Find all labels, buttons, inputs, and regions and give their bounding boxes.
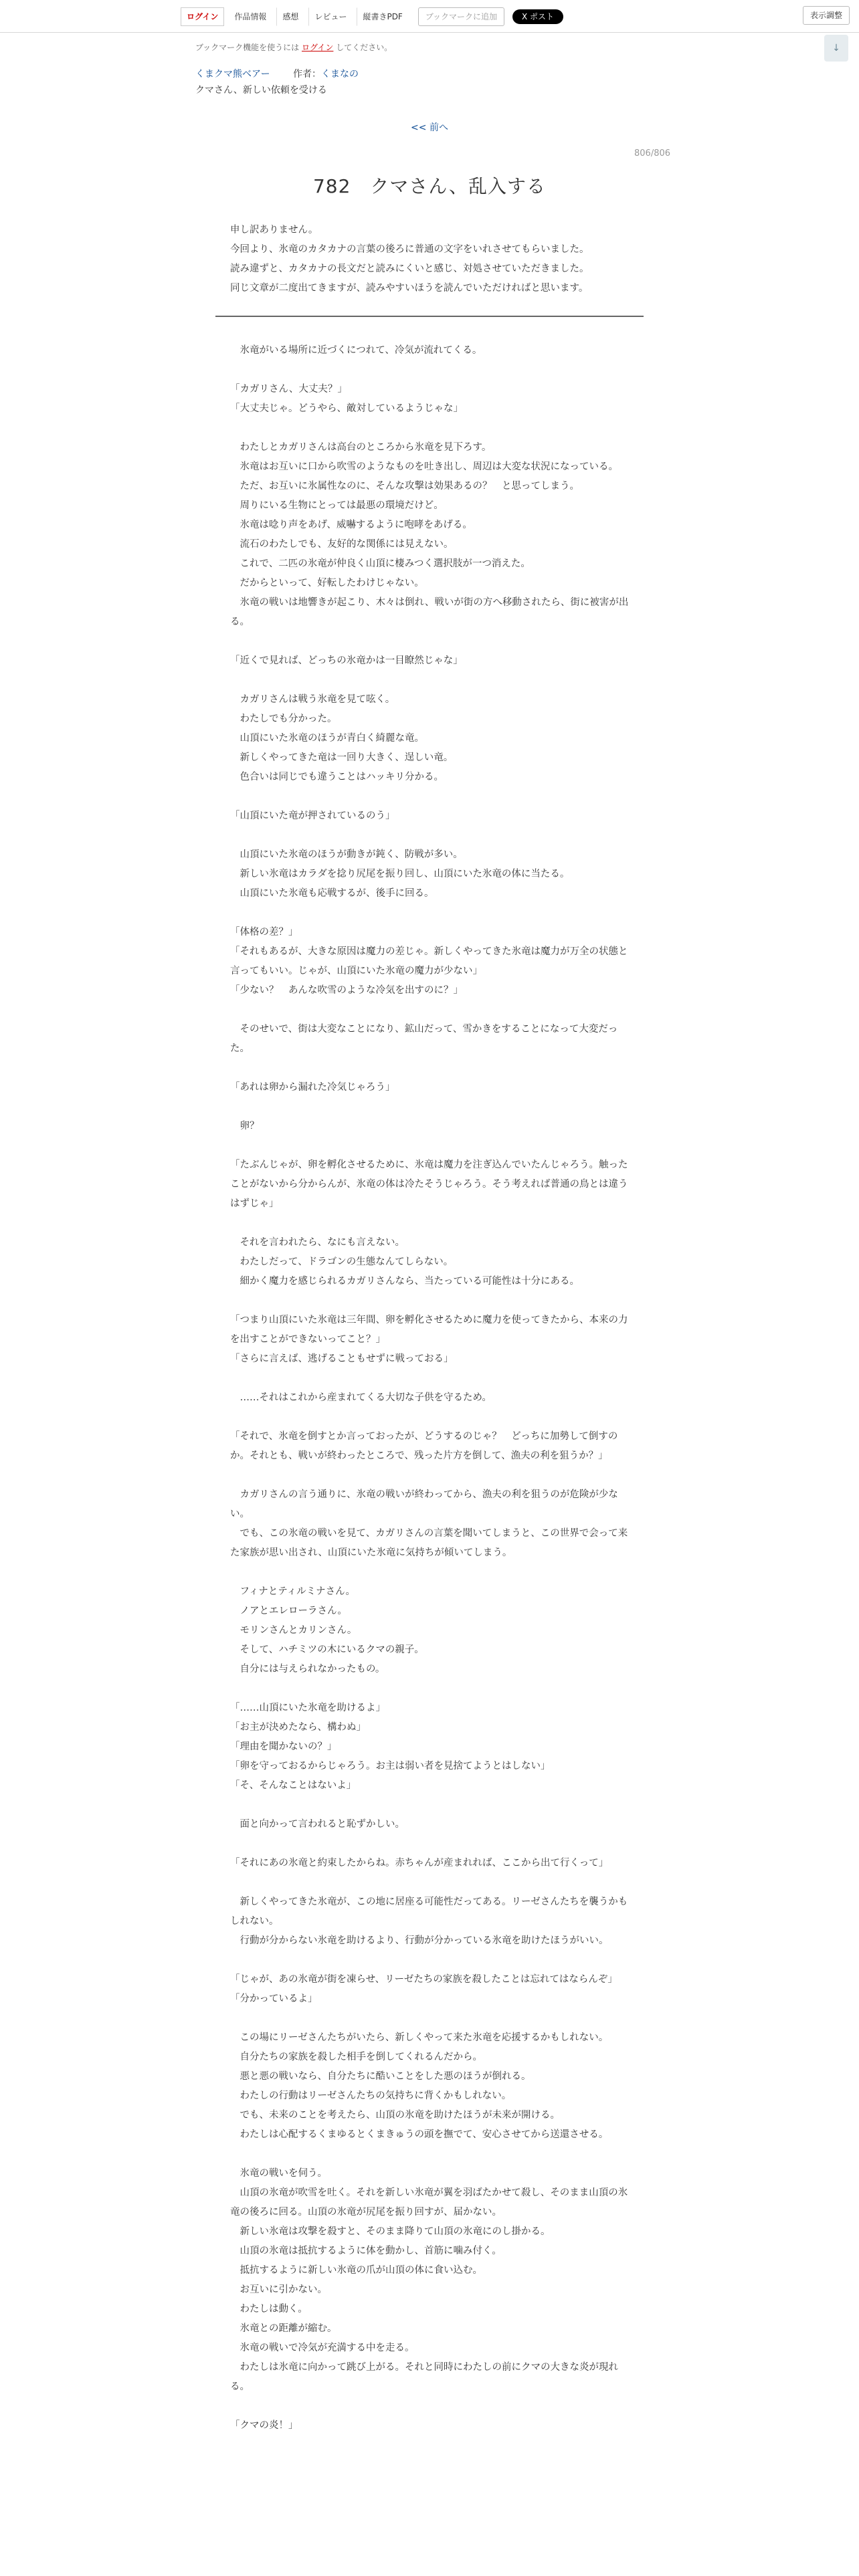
story-paragraph: 「それにあの氷竜と約束したからね。赤ちゃんが産まれれば、ここから出て行くって」 [230,1858,609,1868]
story-paragraph: 周りにいる生物にとっては最悪の環境だけど。 [230,500,444,511]
x-post-button[interactable]: X ポスト [512,9,563,24]
story-paragraph: 細かく魔力を感じられるカガリさんなら、当たっている可能性は十分にある。 [230,1276,579,1287]
story-paragraph: 「たぶんじゃが、卵を孵化させるために、氷竜は魔力を注ぎ込んでいたんじゃろう。触ったことがないから分からんが、氷竜の体は冷たそうじゃろう。そう考えれば普通の鳥とは違うはずじゃ」 [230,1160,628,1209]
story-paragraph: わたしは心配するくまゆるとくまきゅうの頭を撫でて、安心させてから送還させる。 [230,2129,609,2140]
preface-line: 同じ文章が二度出てきますが、読みやすいほうを読んでいただければと思います。 [230,283,589,294]
story-paragraph: 「つまり山頂にいた氷竜は三年間、卵を孵化させるために魔力を使ってきたから、本来の力を出すことができないってこと？」 [230,1315,628,1345]
story-paragraph: 山頂の氷竜は抵抗するように体を動かし、首筋に噛み付く。 [230,2246,502,2256]
story-paragraph: わたしの行動はリーゼさんたちの気持ちに背くかもしれない。 [230,2090,512,2101]
blank-line [230,1059,629,1078]
story-paragraph: 「そ、そんなことはないよ」 [230,1780,357,1791]
story-paragraph: 面と向かって言われると恥ずかしい。 [230,1819,405,1830]
story-paragraph: 「大丈夫じゃ。どうやら、敵対しているようじゃな」 [230,403,463,414]
notice-suffix: してください。 [336,43,393,52]
preface-line: 読み違ずと、カタカナの長文だと読みにくいと感じ、対処させていただきました。 [230,263,589,274]
story-paragraph: 色合いは同じでも違うことはハッキリ分かる。 [230,772,444,782]
story-paragraph: 「近くで見れば、どっちの氷竜かは一目瞭然じゃな」 [230,655,463,666]
blank-line [230,2397,629,2416]
story-paragraph: ただ、お互いに氷属性なのに、そんな攻撃は効果あるの？ と思ってしまう。 [230,481,579,492]
blank-line [230,1369,629,1388]
top-nav [181,7,563,26]
story-paragraph: 「少ない？ あんな吹雪のような冷気を出すのに？」 [230,985,463,996]
story-paragraph: 氷竜との距離が縮む。 [230,2323,337,2334]
story-paragraph: 氷竜は唸り声をあげ、威嚇するように咆哮をあげる。 [230,520,472,530]
story-paragraph: 山頂にいた氷竜のほうが動きが鈍く、防戦が多い。 [230,849,463,860]
story-paragraph: 「山頂にいた竜が押されているのう」 [230,811,395,821]
blank-line [230,1000,629,1020]
story-paragraph: これで、二匹の氷竜が仲良く山頂に棲みつく選択肢が一つ消えた。 [230,558,531,569]
story-paragraph: 「クマの炎！」 [230,2420,298,2431]
blank-line [230,632,629,651]
top-bar [0,0,859,33]
blank-line [230,1834,629,1854]
story-paragraph: 山頂にいた氷竜も応戦するが、後手に回る。 [230,888,434,899]
chevron-down-icon: ↓ [832,43,840,53]
story-paragraph: 自分には与えられなかったもの。 [230,1664,385,1675]
story-paragraph: 「卵を守っておるからじゃろう。お主は弱い者を見捨てようとはしない」 [230,1761,551,1772]
series-info [195,67,359,80]
story-paragraph: だからといって、好転したわけじゃない。 [230,578,424,588]
preface [230,221,645,298]
story-paragraph: 「あれは卵から漏れた冷気じゃろう」 [230,1082,395,1093]
blank-line [230,2145,629,2164]
story-paragraph: でも、この氷竜の戦いを見て、カガリさんの言葉を聞いてしまうと、この世界で会って来た家族が思い出され、山頂にいた氷竜に気持ちが傾いてしまう。 [230,1528,628,1558]
story-paragraph: 「お主が決めたなら、構わぬ」 [230,1722,366,1733]
story-paragraph: 氷竜はお互いに口から吹雪のようなものを吐き出し、周辺は大変な状況になっている。 [230,461,618,472]
story-paragraph: カガリさんは戦う氷竜を見て呟く。 [230,694,395,705]
blank-line [230,1291,629,1311]
story-paragraph: お互いに引かない。 [230,2284,327,2295]
preface-line: 申し訳ありません。 [230,225,318,235]
bookmark-add-button[interactable]: ブックマークに追加 [418,7,504,26]
blank-line [230,787,629,807]
story-paragraph: 「さらに言えば、逃げることもせずに戦っておる」 [230,1354,454,1364]
story-paragraph: それを言われたら、なにも言えない。 [230,1237,405,1248]
story-paragraph: 卵？ [230,1121,260,1132]
blank-line [230,1214,629,1233]
story-paragraph: 氷竜の戦いで冷気が充満する中を走る。 [230,2343,415,2353]
blank-line [230,419,629,438]
story-paragraph: 新しくやってきた氷竜が、この地に居座る可能性だってある。リーゼさんたちを襲うかもしれない。 [230,1897,628,1927]
story-paragraph: フィナとティルミナさん。 [230,1586,356,1597]
story-paragraph: 抵抗するように新しい氷竜の爪が山頂の体に食い込む。 [230,2265,482,2276]
blank-line [230,1097,629,1117]
story-paragraph: そして、ハチミツの木にいるクマの親子。 [230,1644,424,1655]
chapter-title: クマさん、新しい依頼を受ける [195,85,327,96]
blank-line [230,1796,629,1815]
story-paragraph: 「それで、氷竜を倒すとか言っておったが、どうするのじゃ？ どっちに加勢して倒すのか。それとも、戦いが終わったところで、残った片方を倒して、漁夫の利を狙うか？」 [230,1431,618,1461]
story-paragraph: 「分かっているよ」 [230,1994,318,2004]
page-number: 806/806 [634,148,671,158]
story-paragraph: ……それはこれから産まれてくる大切な子供を守るため。 [230,1392,492,1403]
preface-line: 今回より、氷竜のカタカナの言葉の後ろに普通の文字をいれさせてもらいました。 [230,244,589,255]
story-paragraph: カガリさんの言う通りに、氷竜の戦いが終わってから、漁夫の利を狙うのが危険が少ない。 [230,1489,618,1519]
blank-line [230,1466,629,1485]
story-paragraph: モリンさんとカリンさん。 [230,1625,357,1636]
blank-line [230,903,629,923]
bookmark-notice [195,41,392,53]
story-paragraph: 「カガリさん、大丈夫？」 [230,384,347,395]
blank-line [230,1563,629,1582]
notice-prefix: ブックマーク機能を使うには [195,43,300,52]
story-paragraph: 新しくやってきた竜は一回り大きく、逞しい竜。 [230,752,454,763]
story-body [230,341,629,2436]
episode-title: 782 クマさん、乱入する [312,175,547,197]
story-paragraph: この場にリーゼさんたちがいたら、新しくやって来た氷竜を応援するかもしれない。 [230,2032,609,2043]
story-paragraph: 「理由を聞かないの？」 [230,1741,337,1752]
author-link[interactable]: くまなの [321,69,359,80]
blank-line [230,671,629,690]
nav-vertical-pdf[interactable]: 縦書きPDF [357,7,408,26]
author-info [293,69,359,80]
story-paragraph: わたしだって、ドラゴンの生態なんてしらない。 [230,1257,454,1267]
blank-line [230,1136,629,1156]
story-paragraph: わたしは動く。 [230,2304,308,2315]
story-paragraph: 氷竜の戦いを伺う。 [230,2168,327,2179]
story-paragraph: 「……山頂にいた氷竜を助けるよ」 [230,1703,385,1713]
blank-line [230,360,629,380]
login-button[interactable]: ログイン [181,7,224,26]
prev-link[interactable]: << 前へ [411,122,448,133]
story-paragraph: 「じゃが、あの氷竜が街を凍らせ、リーゼたちの家族を殺したことは忘れてはならんぞ」 [230,1974,617,1985]
story-paragraph: 行動が分からない氷竜を助けるより、行動が分かっている氷竜を助けたほうがいい。 [230,1935,609,1946]
story-paragraph: 山頂にいた氷竜のほうが青白く綺麗な竜。 [230,733,424,744]
story-paragraph: わたしとカガリさんは高台のところから氷竜を見下ろす。 [230,442,492,453]
story-paragraph: 新しい氷竜は攻撃を殺すと、そのまま降りて山頂の氷竜にのし掛かる。 [230,2226,551,2237]
nav-impressions[interactable]: 感想 [276,7,304,26]
story-paragraph: わたしでも分かった。 [230,714,337,724]
scroll-down-button[interactable] [824,35,848,62]
story-paragraph: でも、未来のことを考えたら、山頂の氷竜を助けたほうが未来が開ける。 [230,2110,560,2121]
blank-line [230,826,629,845]
story-paragraph: 新しい氷竜はカラダを捻り尻尾を振り回し、山頂にいた氷竜の体に当たる。 [230,869,570,879]
story-paragraph: わたしは氷竜に向かって跳び上がる。それと同時にわたしの前にクマの大きな炎が現れる。 [230,2362,618,2392]
display-settings-button[interactable]: 表示調整 [803,6,850,25]
blank-line [230,1408,629,1427]
preface-divider [215,316,644,317]
series-title-link[interactable]: くまクマ熊ベアー [195,69,270,80]
story-paragraph: 悪と悪の戦いなら、自分たちに酷いことをした悪のほうが倒れる。 [230,2071,531,2082]
nav-review[interactable]: レビュー [308,7,353,26]
blank-line [230,1951,629,1970]
blank-line [230,1873,629,1893]
blank-line [230,2009,629,2028]
story-paragraph: 流石のわたしでも、友好的な関係には見えない。 [230,539,454,550]
story-paragraph: そのせいで、街は大変なことになり、鉱山だって、雪かきをすることになって大変だった。 [230,1024,618,1054]
story-paragraph: 氷竜の戦いは地響きが起こり、木々は倒れ、戦いが街の方へ移動されたら、街に被害が出る。 [230,597,629,627]
story-paragraph: 自分たちの家族を殺した相手を倒してくれるんだから。 [230,2052,482,2062]
story-paragraph: 「それもあるが、大きな原因は魔力の差じゃ。新しくやってきた氷竜は魔力が万全の状態と言ってもいい。じゃが、山頂にいた氷竜の魔力が少ない」 [230,946,628,976]
story-paragraph: 「体格の差？」 [230,927,298,938]
story-paragraph: 山頂の氷竜が吹雪を吐く。それを新しい氷竜が翼を羽ばたかせて殺し、そのまま山頂の氷竜の後ろに回る。山頂の氷竜が尻尾を振り回すが、届かない。 [230,2187,628,2218]
notice-login-link[interactable]: ログイン [302,43,334,52]
author-label: 作者： [293,69,322,80]
story-paragraph: 氷竜がいる場所に近づくにつれて、冷気が流れてくる。 [230,345,482,356]
blank-line [230,1679,629,1699]
story-paragraph: ノアとエレローラさん。 [230,1606,347,1616]
nav-work-info[interactable]: 作品情報 [234,12,267,21]
